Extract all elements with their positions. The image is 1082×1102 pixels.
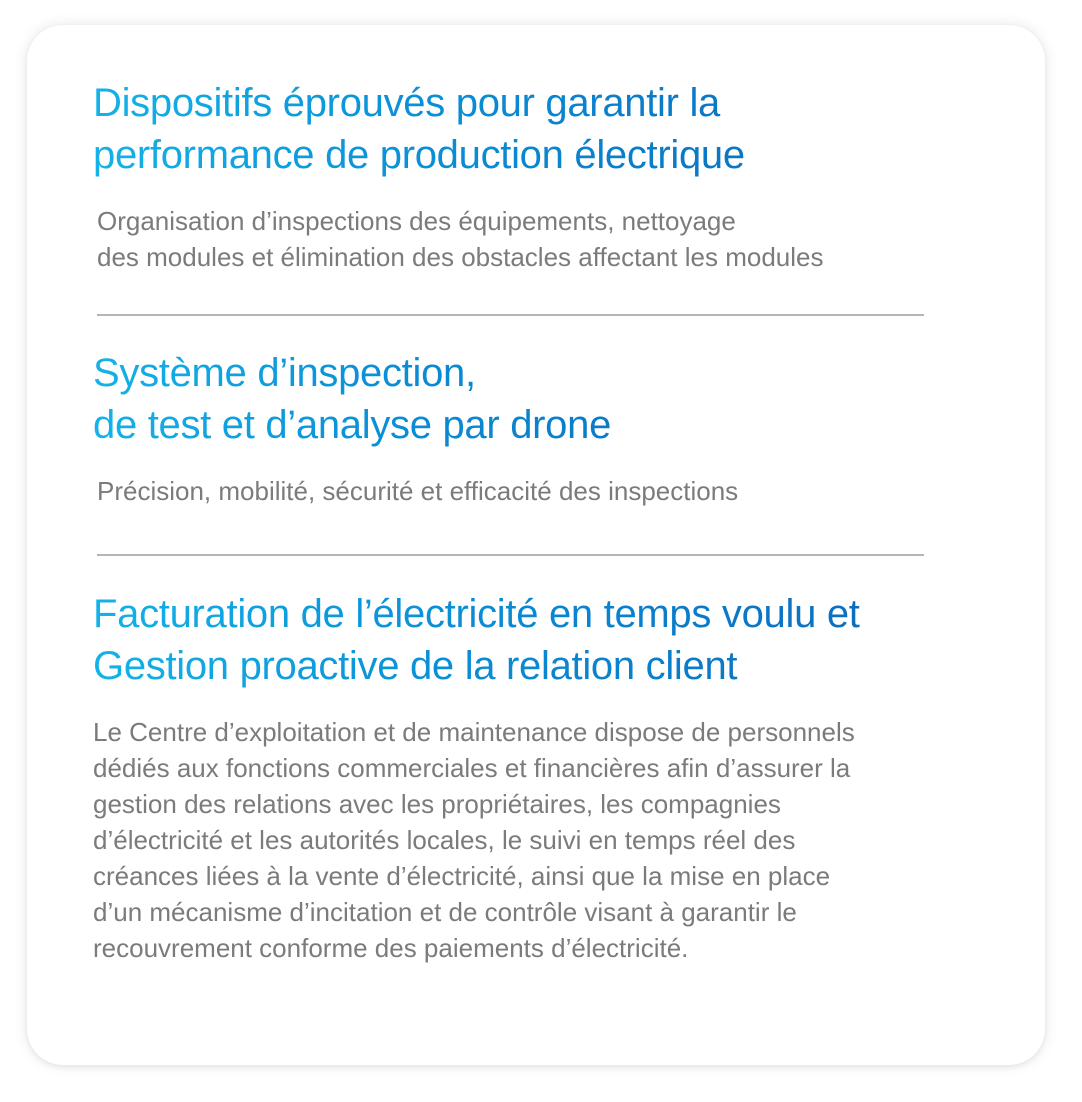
info-card — [27, 25, 1045, 1065]
section-description — [97, 473, 738, 509]
section-title — [93, 347, 738, 451]
section-performance — [93, 77, 824, 275]
desc-line: d’électricité et les autorités locales, le suivi en temps réel des — [93, 825, 796, 855]
title-line: performance de production électrique — [93, 133, 745, 177]
desc-line: Organisation d’inspections des équipements, nettoyage — [97, 206, 736, 236]
section-description — [93, 714, 860, 966]
desc-line: des modules et élimination des obstacles affectant les modules — [97, 242, 824, 272]
section-title — [93, 77, 824, 181]
section-description — [97, 203, 824, 275]
title-line: Gestion proactive de la relation client — [93, 644, 738, 688]
title-line: de test et d’analyse par drone — [93, 403, 612, 447]
title-line: Système d’inspection, — [93, 351, 476, 395]
desc-line: Précision, mobilité, sécurité et efficacité des inspections — [97, 476, 739, 506]
title-line: Dispositifs éprouvés pour garantir la — [93, 81, 720, 125]
desc-line: gestion des relations avec les propriétaires, les compagnies — [93, 789, 781, 819]
divider — [97, 314, 924, 316]
section-billing — [93, 588, 860, 966]
desc-line: dédiés aux fonctions commerciales et financières afin d’assurer la — [93, 753, 851, 783]
section-drone — [93, 347, 738, 509]
desc-line: recouvrement conforme des paiements d’électricité. — [93, 933, 689, 963]
desc-line: d’un mécanisme d’incitation et de contrôle visant à garantir le — [93, 897, 797, 927]
title-line: Facturation de l’électricité en temps voulu et — [93, 592, 860, 636]
desc-line: Le Centre d’exploitation et de maintenance dispose de personnels — [93, 717, 855, 747]
divider — [97, 554, 924, 556]
section-title — [93, 588, 860, 692]
desc-line: créances liées à la vente d’électricité, ainsi que la mise en place — [93, 861, 831, 891]
